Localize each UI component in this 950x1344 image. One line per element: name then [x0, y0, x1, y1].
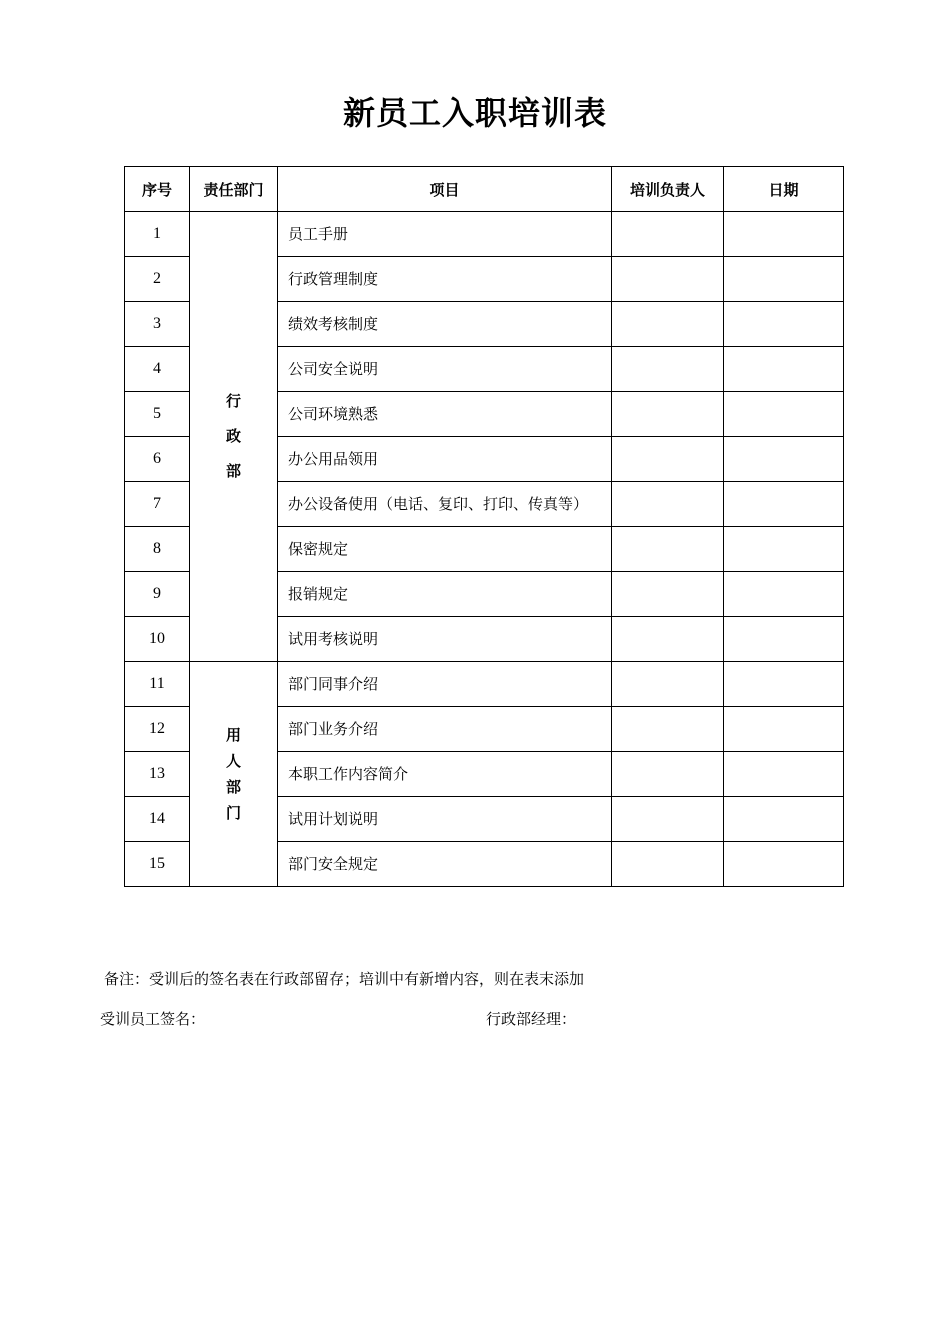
header-trainer: 培训负责人 [612, 167, 724, 212]
header-item: 项目 [278, 167, 612, 212]
row-number: 8 [125, 527, 190, 572]
header-date: 日期 [724, 167, 844, 212]
dept-user-char: 门 [225, 804, 241, 822]
trainer-cell[interactable] [612, 212, 724, 257]
date-cell[interactable] [724, 302, 844, 347]
row-item: 公司安全说明 [278, 347, 612, 392]
date-cell[interactable] [724, 752, 844, 797]
table-row [125, 662, 844, 707]
trainer-cell[interactable] [612, 752, 724, 797]
date-cell[interactable] [724, 392, 844, 437]
trainer-cell[interactable] [612, 707, 724, 752]
trainer-cell[interactable] [612, 527, 724, 572]
row-item: 公司环境熟悉 [278, 392, 612, 437]
row-number: 1 [125, 212, 190, 257]
training-table [124, 166, 844, 887]
row-item: 试用考核说明 [278, 617, 612, 662]
trainer-cell[interactable] [612, 572, 724, 617]
trainer-cell[interactable] [612, 617, 724, 662]
row-item: 试用计划说明 [278, 797, 612, 842]
row-item: 本职工作内容简介 [278, 752, 612, 797]
row-number: 13 [125, 752, 190, 797]
remark-note: 备注：受训后的签名表在行政部留存；培训中有新增内容，则在表末添加 [104, 970, 585, 988]
trainer-cell[interactable] [612, 392, 724, 437]
trainer-cell[interactable] [612, 302, 724, 347]
table-header-row [125, 167, 844, 212]
date-cell[interactable] [724, 662, 844, 707]
row-number: 5 [125, 392, 190, 437]
dept-admin-char: 行 [225, 392, 241, 410]
row-item: 绩效考核制度 [278, 302, 612, 347]
row-item: 部门同事介绍 [278, 662, 612, 707]
page-title: 新员工入职培训表 [342, 94, 607, 132]
trainer-cell[interactable] [612, 347, 724, 392]
dept-admin [190, 212, 278, 662]
date-cell[interactable] [724, 482, 844, 527]
trainer-cell[interactable] [612, 482, 724, 527]
row-number: 11 [125, 662, 190, 707]
row-number: 9 [125, 572, 190, 617]
row-item: 报销规定 [278, 572, 612, 617]
date-cell[interactable] [724, 707, 844, 752]
date-cell[interactable] [724, 527, 844, 572]
dept-admin-char: 部 [225, 462, 241, 480]
row-item: 行政管理制度 [278, 257, 612, 302]
row-number: 4 [125, 347, 190, 392]
trainer-cell[interactable] [612, 842, 724, 887]
row-number: 10 [125, 617, 190, 662]
date-cell[interactable] [724, 347, 844, 392]
dept-user-char: 用 [225, 726, 241, 744]
row-item: 部门安全规定 [278, 842, 612, 887]
date-cell[interactable] [724, 212, 844, 257]
row-number: 6 [125, 437, 190, 482]
row-item: 员工手册 [278, 212, 612, 257]
header-dept: 责任部门 [190, 167, 278, 212]
row-number: 7 [125, 482, 190, 527]
header-no: 序号 [125, 167, 190, 212]
row-number: 14 [125, 797, 190, 842]
manager-signature-label: 行政部经理： [486, 1010, 577, 1028]
row-item: 办公设备使用（电话、复印、打印、传真等） [278, 482, 612, 527]
table-row [125, 212, 844, 257]
trainer-cell[interactable] [612, 257, 724, 302]
row-number: 3 [125, 302, 190, 347]
row-item: 保密规定 [278, 527, 612, 572]
date-cell[interactable] [724, 617, 844, 662]
row-number: 15 [125, 842, 190, 887]
date-cell[interactable] [724, 572, 844, 617]
dept-user [190, 662, 278, 887]
dept-user-char: 人 [225, 752, 241, 770]
row-item: 办公用品领用 [278, 437, 612, 482]
date-cell[interactable] [724, 257, 844, 302]
date-cell[interactable] [724, 437, 844, 482]
date-cell[interactable] [724, 797, 844, 842]
trainer-cell[interactable] [612, 797, 724, 842]
dept-user-char: 部 [225, 778, 241, 796]
trainer-cell[interactable] [612, 437, 724, 482]
row-number: 12 [125, 707, 190, 752]
dept-admin-char: 政 [225, 427, 241, 445]
row-item: 部门业务介绍 [278, 707, 612, 752]
trainer-cell[interactable] [612, 662, 724, 707]
employee-signature-label: 受训员工签名： [100, 1010, 206, 1028]
row-number: 2 [125, 257, 190, 302]
date-cell[interactable] [724, 842, 844, 887]
